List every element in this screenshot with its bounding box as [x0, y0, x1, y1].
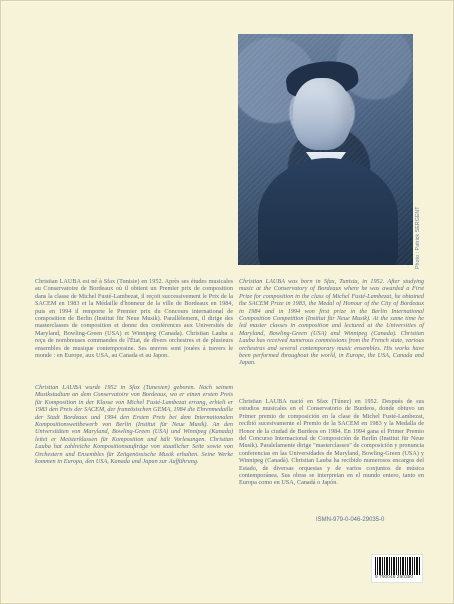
photo-credit: Photo : Patrick SERGENT: [415, 206, 421, 269]
english-paragraph: Christian LAUBA was born in Sfax, Tunisia, in 1952. After studying music at the Conservatory of Bordeaux where he was awarded a First Prize for composition in the class of Michel Fusté-Lambezat, he obtained the SACEM Prize in 1983, the Medal of Honour of the City of Bordeaux in 1984 and in 1994 won first prize in the Berlin International Composition Competition (Institut für Neue Musik). At the same time he led master classes in composition and lectured at the Universities of Maryland, Bowling-Green (USA) and Winnipeg (Canada). Christian Lauba has received numerous commissions from the French state, various orchestras and several contemporary music ensembles. His works have been performed throughout the world, in Europe, the USA, Canada and Japan.: [239, 278, 424, 367]
french-paragraph: Christian LAUBA est né à Sfax (Tunisie) en 1952. Après ses études musicales au Conservatoire de Bordeaux où il obtient un Premier prix de composition dans la classe de Michel Fusté-Lambezat, il reçoit successivement le Prix de la SACEM en 1983 et la Médaille d'honneur de la ville de Bordeaux en 1984, puis en 1994 il remporte le Premier prix du Concours international de composition de Berlin (Institut für Neue Musik). Parallèlement, il dirige des masterclasses de composition et donne des conférences aux Universités de Maryland, Bowling-Green (USA) et Winnipeg (Canada). Christian Lauba a reçu de nombreuses commandes de l'État, de divers orchestres et de plusieurs ensembles de musique contemporaine. Ses œuvres sont jouées à travers le monde : en Europe, aux USA, au Canada et au Japon.: [35, 278, 233, 360]
barcode-number: 9 790046 290350: [375, 575, 414, 580]
barcode: [371, 554, 423, 583]
german-biography: [35, 384, 233, 497]
spanish-biography: [239, 398, 424, 507]
photo-shirt-shape: [258, 158, 398, 265]
german-paragraph: Christian LAUBA wurde 1952 in Sfax (Tunesien) geboren. Nach seinem Musikstudium an dem Conservatoire von Bordeaux, wo er einen ersten Preis für Komposition in der Klasse von Michel Fusté-Lambezat errang, erhielt er 1983 den Preis der SACEM, der französischen GEMA, 1984 die Ehrenmedaille der Stadt Bordeaux und 1994 den Ersten Preis bei dem Internationalen Kompositionswettbewerb von Berlin (Institut für Neue Musik). An den Universitäten von Maryland, Bowling-Green (USA) und Winnipeg (Kanada) leitet er Meisterklassen für Komposition und hält Vorlesungen. Christian Lauba hat zahlreiche Kompositionsaufträge von staatlicher Seite sowie von Orchestern und Ensembles für Zeitgenössische Musik erhalten. Seine Werke kommen in Europa, den USA, Kanada und Japan zur Aufführung.: [35, 384, 233, 466]
french-biography: [35, 278, 233, 366]
photo-face-shape: [293, 78, 351, 150]
barcode-lines-icon: [375, 557, 421, 575]
spanish-paragraph: Christian LAUBA nació en Sfax (Túnez) en 1952. Después de sus estudios musicales en el Conservatorio de Burdeos, donde obtuvo un Primer premio de composición en la clase de Michel Fusté-Lambezat, recibió sucesivamente el Premio de la SACEM en 1983 y la Medalla de Honor de la ciudad de Burdeos en 1984. En 1994 gana el Primer Premio del Concurso Internacional de Composición de Berlín (Institut für Neue Musik). Paralelamente dirige "masterclasses" de composición y pronuncia conferencias en las Universidades de Maryland, Bowling-Green (USA) y Winnipeg (Canadá). Christian Lauba ha recibido numerosos encargos del Estado, de diversas orquestas y de varios conjuntos de música contemporánea. Sus obras se interpretan en el mundo entero, tanto en Europa como en USA, Canadá o Japón.: [239, 398, 424, 487]
ismn-code: ISMN-979-0-046-29035-0: [316, 517, 385, 523]
english-biography: [239, 278, 424, 386]
author-photo: [238, 34, 413, 265]
